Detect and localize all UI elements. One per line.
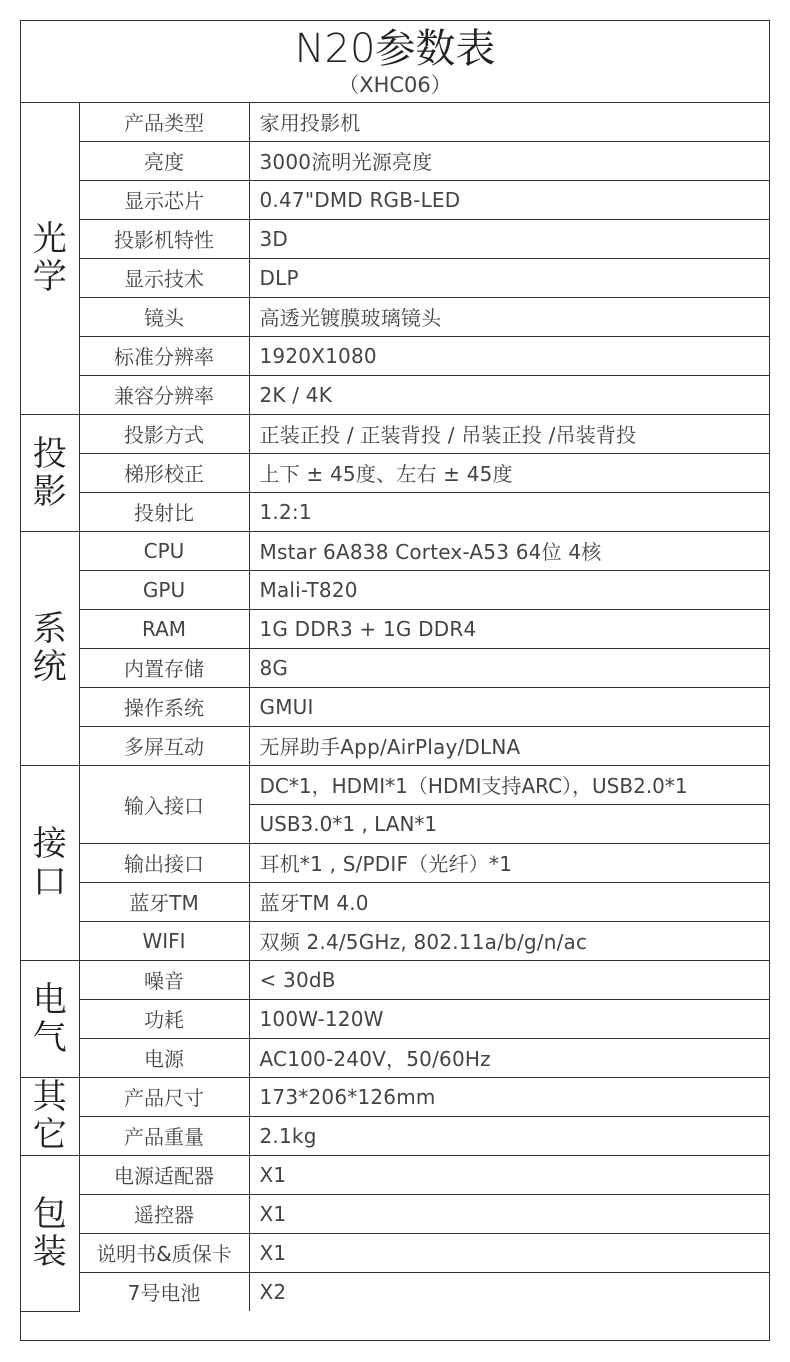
category-cell [21,102,79,414]
spec-value: 8G [249,648,769,687]
page-title: N20参数表 [294,26,496,72]
category-cell [21,960,79,1077]
table-row [21,375,769,414]
table-row [21,219,769,258]
spec-label: WIFI [79,921,249,960]
spec-value: DLP [249,258,769,297]
spec-label: 梯形校正 [79,453,249,492]
spec-value: 1G DDR3 + 1G DDR4 [249,609,769,648]
table-row [21,687,769,726]
spec-value: X1 [249,1155,769,1194]
spec-value: X2 [249,1272,769,1311]
table-row [21,726,769,765]
table-row [21,297,769,336]
spec-label: 功耗 [79,999,249,1038]
spec-label: 内置存储 [79,648,249,687]
table-row [21,336,769,375]
spec-sheet [20,20,770,1341]
spec-label: 产品类型 [79,102,249,141]
table-row [21,843,769,882]
spec-value: X1 [249,1233,769,1272]
spec-value: 1.2:1 [249,492,769,531]
sheet-header [21,21,769,103]
category-label: 包装 [32,1194,67,1272]
spec-label: 输入接口 [79,765,249,843]
table-row [21,180,769,219]
category-cell [21,414,79,531]
spec-label: 亮度 [79,141,249,180]
spec-table-body [21,102,769,1311]
category-label: 系统 [32,609,67,687]
spec-value: 家用投影机 [249,102,769,141]
spec-value: Mali-T820 [249,570,769,609]
spec-label: 产品重量 [79,1116,249,1155]
table-row [21,141,769,180]
spec-label: 多屏互动 [79,726,249,765]
table-row [21,258,769,297]
spec-label: 输出接口 [79,843,249,882]
table-row [21,492,769,531]
spec-value: < 30dB [249,960,769,999]
spec-label: 噪音 [79,960,249,999]
table-row [21,102,769,141]
category-cell [21,765,79,960]
category-cell [21,531,79,765]
spec-value: 双频 2.4/5GHz, 802.11a/b/g/n/ac [249,921,769,960]
spec-value: AC100-240V，50/60Hz [249,1038,769,1077]
spec-value: 无屏助手App/AirPlay/DLNA [249,726,769,765]
table-row [21,648,769,687]
spec-label: GPU [79,570,249,609]
spec-value: DC*1，HDMI*1（HDMI支持ARC），USB2.0*1 [249,765,769,804]
spec-label: 产品尺寸 [79,1077,249,1116]
spec-label: 显示技术 [79,258,249,297]
category-label: 光学 [32,218,67,297]
spec-label: 标准分辨率 [79,336,249,375]
spec-label: CPU [79,531,249,570]
spec-label: 镜头 [79,297,249,336]
spec-label: 显示芯片 [79,180,249,219]
page-subtitle: （XHC06） [338,73,452,97]
spec-value: 正装正投 / 正装背投 / 吊装正投 /吊装背投 [249,414,769,453]
table-row [21,765,769,804]
table-row [21,609,769,648]
table-row [21,453,769,492]
spec-value: GMUI [249,687,769,726]
table-row [21,414,769,453]
spec-value: 3D [249,219,769,258]
spec-value: X1 [249,1194,769,1233]
spec-table [21,102,769,1312]
spec-value: 2K / 4K [249,375,769,414]
spec-value: 0.47"DMD RGB-LED [249,180,769,219]
spec-value: 100W-120W [249,999,769,1038]
spec-value: 3000流明光源亮度 [249,141,769,180]
category-label: 其它 [32,1077,67,1155]
spec-label: 电源适配器 [79,1155,249,1194]
category-label: 投影 [32,433,67,512]
table-row [21,1194,769,1233]
category-cell [21,1077,79,1155]
spec-label: RAM [79,609,249,648]
table-row [21,1272,769,1311]
spec-value: 蓝牙TM 4.0 [249,882,769,921]
table-row [21,1155,769,1194]
spec-label: 说明书&质保卡 [79,1233,249,1272]
spec-value: 高透光镀膜玻璃镜头 [249,297,769,336]
spec-value: 2.1kg [249,1116,769,1155]
table-row [21,1038,769,1077]
category-label: 电气 [32,979,67,1058]
spec-value: 上下 ± 45度、左右 ± 45度 [249,453,769,492]
spec-label: 电源 [79,1038,249,1077]
table-row [21,570,769,609]
table-row [21,960,769,999]
spec-value: 1920X1080 [249,336,769,375]
table-row [21,1116,769,1155]
table-row [21,1233,769,1272]
category-cell [21,1155,79,1311]
spec-value: 耳机*1 , S/PDIF（光纤）*1 [249,843,769,882]
spec-label: 操作系统 [79,687,249,726]
table-row [21,882,769,921]
spec-label: 遥控器 [79,1194,249,1233]
table-row [21,921,769,960]
spec-value: Mstar 6A838 Cortex-A53 64位 4核 [249,531,769,570]
table-row [21,999,769,1038]
spec-value: 173*206*126mm [249,1077,769,1116]
table-row [21,1077,769,1116]
category-label: 接口 [32,823,67,902]
spec-value: USB3.0*1 , LAN*1 [249,804,769,843]
table-row [21,531,769,570]
spec-label: 7号电池 [79,1272,249,1311]
spec-label: 投影机特性 [79,219,249,258]
spec-label: 投射比 [79,492,249,531]
spec-label: 投影方式 [79,414,249,453]
spec-label: 蓝牙TM [79,882,249,921]
spec-label: 兼容分辨率 [79,375,249,414]
